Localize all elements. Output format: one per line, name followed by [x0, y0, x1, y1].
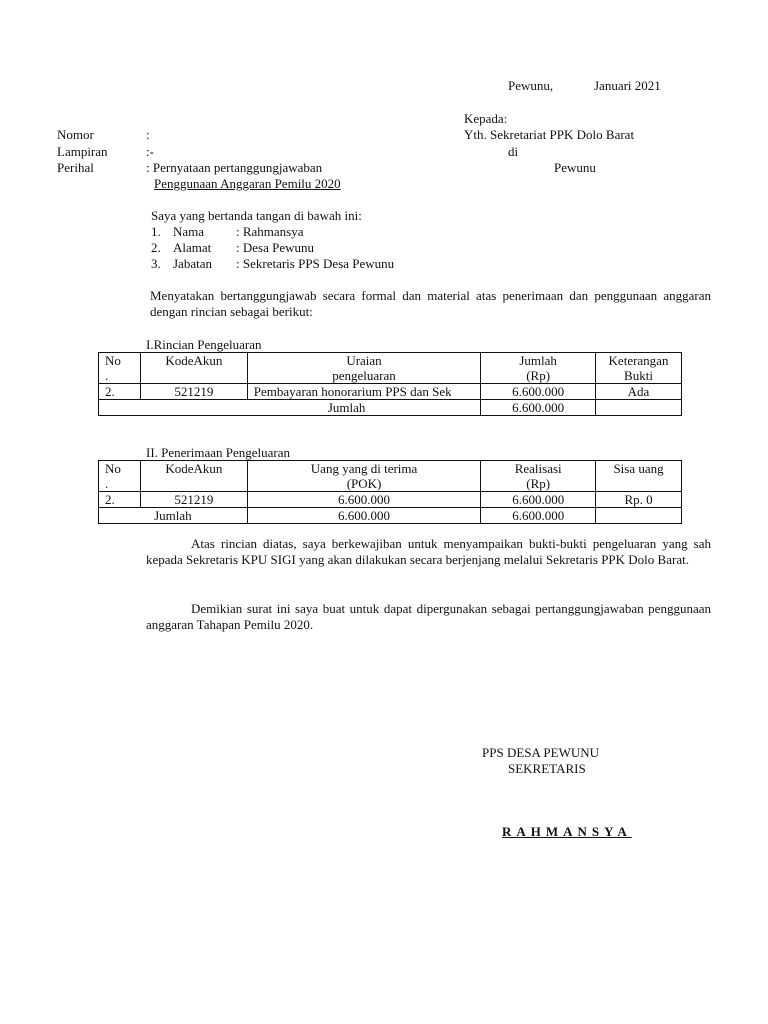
date-text: Januari 2021	[594, 78, 661, 93]
header-uraian: Uraian pengeluaran	[247, 353, 480, 384]
signature-name: RAHMANSYA	[502, 824, 632, 839]
header-keterangan: Keterangan Bukti	[596, 353, 682, 384]
closing-paragraph-2: Demikian surat ini saya buat untuk dapat dipergunakan sebagai pertanggungjawaban penggunaan anggaran Tahapan Pemilu 2020.	[146, 601, 711, 632]
section2-title: II. Penerimaan Pengeluaran	[146, 445, 291, 460]
signature-org: PPS DESA PEWUNU	[482, 745, 600, 760]
total-label: Jumlah	[99, 508, 248, 524]
header-sisa: Sisa uang	[596, 461, 682, 492]
cell-no: 2.	[99, 492, 141, 508]
statement-paragraph: Menyatakan bertanggungjawab secara formal dan material atas penerimaan dan penggunaan anggaran dengan rincian sebagai berikut:	[150, 288, 711, 319]
rincian-table	[98, 352, 682, 416]
header-jumlah: Jumlah (Rp)	[481, 353, 596, 384]
section1-title: I.Rincian Pengeluaran	[146, 337, 262, 352]
closing-paragraph-1: Atas rincian diatas, saya berkewajiban untuk menyampaikan bukti-bukti pengeluaran yang sah kepada Sekretaris KPU SIGI yang akan dilakukan secara berjenjang melalui Sekretaris PPK Dolo Barat.	[146, 536, 711, 567]
table-header-row	[99, 461, 682, 492]
penerimaan-table	[98, 460, 682, 524]
total-label: Jumlah	[99, 400, 481, 416]
total-realisasi: 6.600.000	[481, 508, 596, 524]
header-realisasi: Realisasi (Rp)	[481, 461, 596, 492]
cell-no: 2.	[99, 384, 141, 400]
total-empty	[596, 400, 682, 416]
table-header-row	[99, 353, 682, 384]
header-kode: KodeAkun	[140, 461, 247, 492]
lampiran-label: Lampiran	[57, 144, 108, 159]
recipient-kepada: Kepada:	[464, 111, 508, 126]
header-no: No .	[99, 461, 141, 492]
header-uang: Uang yang di terima (POK)	[247, 461, 480, 492]
identity-value-2: : Desa Pewunu	[236, 240, 314, 255]
identity-label-1: Nama	[173, 224, 205, 239]
recipient-line1: Yth. Sekretariat PPK Dolo Barat	[464, 127, 635, 142]
recipient-line2: di	[508, 144, 519, 159]
intro-text: Saya yang bertanda tangan di bawah ini:	[151, 208, 362, 223]
table-row	[99, 384, 682, 400]
header-kode: KodeAkun	[140, 353, 247, 384]
identity-num-3: 3.	[151, 256, 161, 271]
table-total-row	[99, 400, 682, 416]
identity-value-3: : Sekretaris PPS Desa Pewunu	[236, 256, 395, 271]
recipient-line3: Pewunu	[554, 160, 596, 175]
total-empty	[596, 508, 682, 524]
cell-sisa: Rp. 0	[596, 492, 682, 508]
cell-jumlah: 6.600.000	[481, 384, 596, 400]
identity-label-3: Jabatan	[173, 256, 212, 271]
identity-label-2: Alamat	[173, 240, 212, 255]
total-uang: 6.600.000	[247, 508, 480, 524]
cell-realisasi: 6.600.000	[481, 492, 596, 508]
table-row	[99, 492, 682, 508]
cell-kode: 521219	[140, 384, 247, 400]
cell-uang: 6.600.000	[247, 492, 480, 508]
cell-uraian: Pembayaran honorarium PPS dan Sek	[247, 384, 480, 400]
header-no: No .	[99, 353, 141, 384]
nomor-value: :	[146, 127, 150, 142]
signature-title: SEKRETARIS	[508, 761, 586, 776]
cell-keterangan: Ada	[596, 384, 682, 400]
total-value: 6.600.000	[481, 400, 596, 416]
identity-value-1: : Rahmansya	[236, 224, 304, 239]
identity-num-1: 1.	[151, 224, 161, 239]
identity-num-2: 2.	[151, 240, 161, 255]
lampiran-value: :-	[146, 144, 154, 159]
place-text: Pewunu,	[508, 78, 554, 93]
perihal-value-line2: Penggunaan Anggaran Pemilu 2020	[154, 176, 341, 191]
table-total-row	[99, 508, 682, 524]
cell-kode: 521219	[140, 492, 247, 508]
perihal-value: : Pernyataan pertanggungjawaban	[146, 160, 323, 175]
perihal-label: Perihal	[57, 160, 94, 175]
nomor-label: Nomor	[57, 127, 94, 142]
